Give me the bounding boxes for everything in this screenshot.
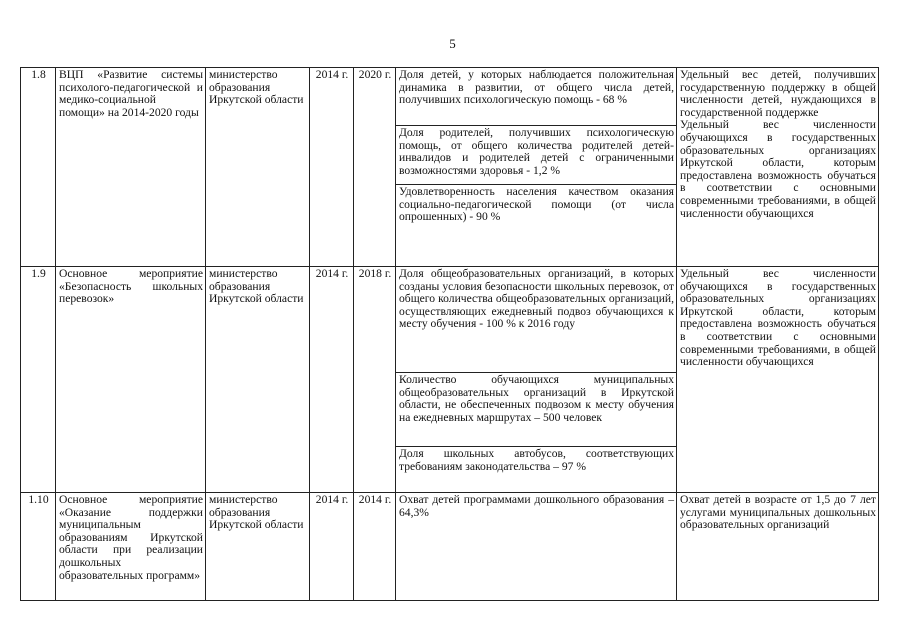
executor: министерство образования Иркутской области [206,267,310,493]
indicator-cell: Охват детей программами дошкольного образования – 64,3% [396,493,677,601]
start-year: 2014 г. [310,68,354,267]
indicator-cell: Доля родителей, получивших психологическую помощь, от общего количества родителей детей-инвалидов и родителей детей с ограниченными возможностями здоровья - 1,2 % [396,126,677,185]
expected-result: Удельный вес детей, получивших государственную поддержку в общей численности детей, нуждающихся в государственной поддержке Удельный вес численности обучающихся в государственных образовательных организациях Иркутской области, которым предоставлена возможность обучаться в соответствии с основными современными требованиями, в общей численности обучающихся [677,68,879,267]
expected-result: Охват детей в возрасте от 1,5 до 7 лет услугами муниципальных дошкольных образовательных организаций [677,493,879,601]
start-year: 2014 г. [310,267,354,493]
end-year: 2014 г. [354,493,396,601]
page-number: 5 [449,36,456,51]
indicator-cell: Доля детей, у которых наблюдается положительная динамика в развитии, от общего числа детей, получивших психологическую помощь - 68 % [396,68,677,126]
table-row [21,267,879,373]
start-year: 2014 г. [310,493,354,601]
indicator-cell: Удовлетворенность населения качеством оказания социально-педагогической помощи (от числа опрошенных) - 90 % [396,185,677,267]
program-measures-table [20,67,879,601]
measure-name: ВЦП «Развитие системы психолого-педагогической и медико-социальной помощи» на 2014-2020 годы [56,68,206,267]
measure-name: Основное мероприятие «Оказание поддержки муниципальным образованиям Иркутской области при реализации дошкольных образовательных программ» [56,493,206,601]
executor: министерство образования Иркутской области [206,68,310,267]
indicator-cell: Количество обучающихся муниципальных общеобразовательных организаций в Иркутской области, не обеспеченных подвозом к месту обучения на ежедневных маршрутах – 500 человек [396,373,677,447]
measure-name: Основное мероприятие «Безопасность школьных перевозок» [56,267,206,493]
executor: министерство образования Иркутской области [206,493,310,601]
expected-result: Удельный вес численности обучающихся в государственных образовательных организациях Иркутской области, которым предоставлена возможность обучаться в соответствии с основными современными требованиями, в общей численности обучающихся [677,267,879,493]
row-number: 1.8 [21,68,56,267]
indicator-cell: Доля школьных автобусов, соответствующих требованиям законодательства – 97 % [396,447,677,493]
row-number: 1.9 [21,267,56,493]
end-year: 2020 г. [354,68,396,267]
table-row [21,493,879,601]
table-row [21,68,879,126]
end-year: 2018 г. [354,267,396,493]
row-number: 1.10 [21,493,56,601]
indicator-cell: Доля общеобразовательных организаций, в которых созданы условия безопасности школьных перевозок, от общего количества общеобразовательных организаций, осуществляющих ежедневный подвоз обучающихся к месту обучения - 100 % к 2016 году [396,267,677,373]
